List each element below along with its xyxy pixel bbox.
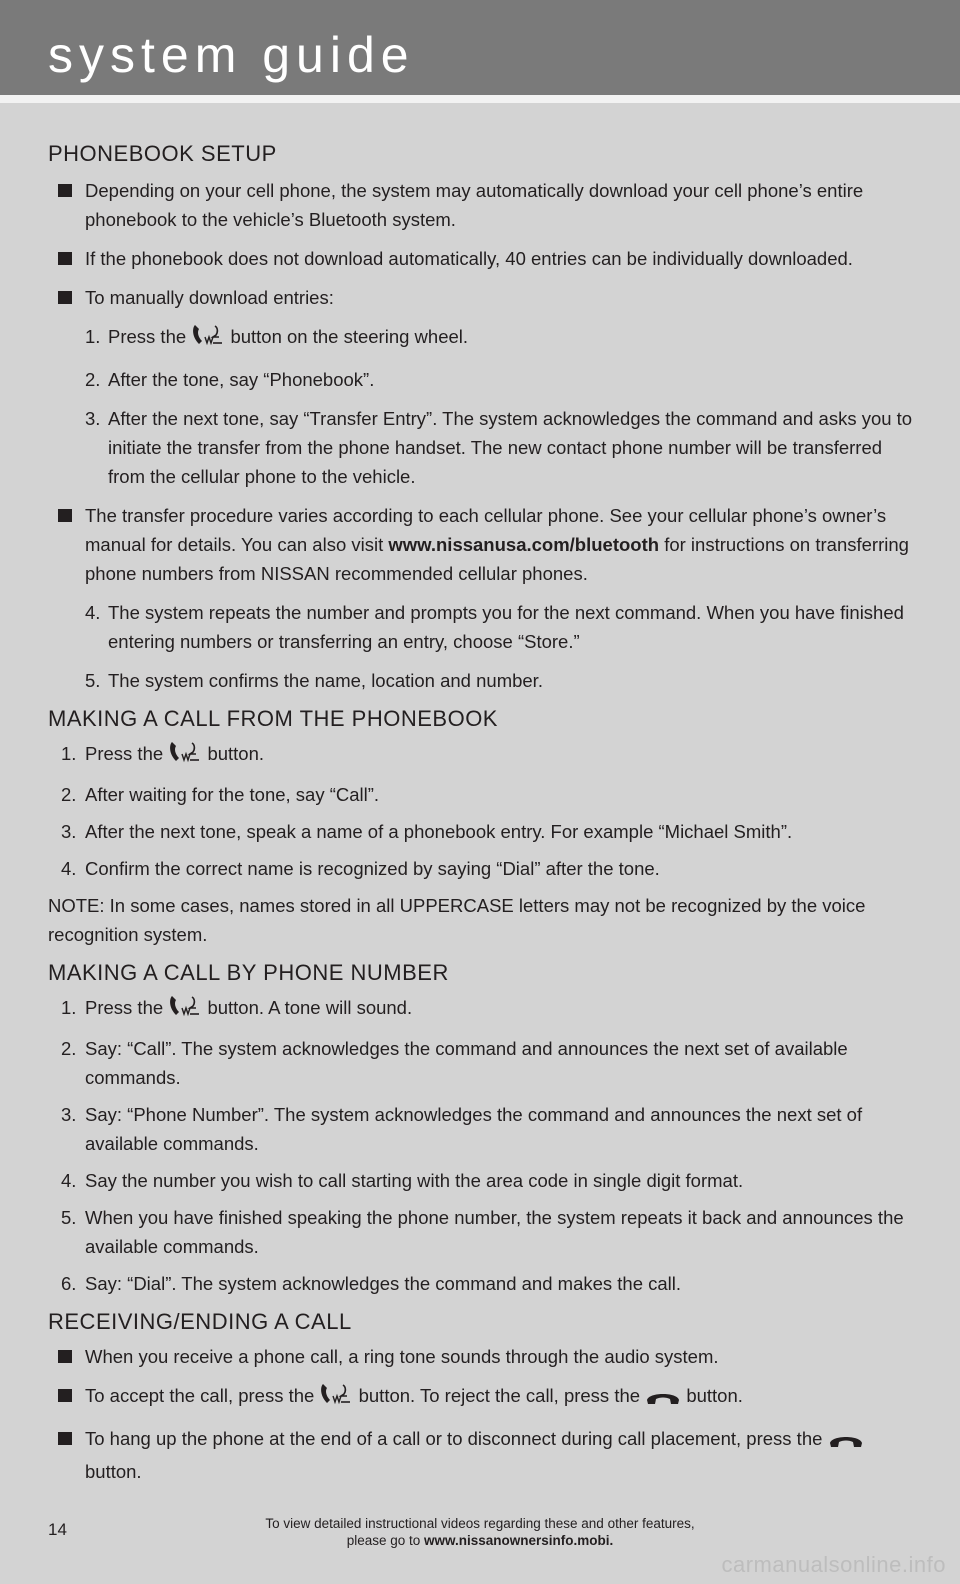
step-number: 5.	[61, 1207, 77, 1228]
step-text: After waiting for the tone, say “Call”.	[85, 784, 380, 805]
step-item	[48, 1166, 918, 1195]
step-item	[48, 322, 918, 355]
step-item	[48, 854, 918, 883]
step-item	[48, 993, 918, 1026]
footer-note	[200, 1515, 760, 1549]
list-item	[48, 244, 918, 273]
bluetooth-url: www.nissanusa.com/bluetooth	[388, 534, 660, 555]
step-text: After the next tone, speak a name of a phonebook entry. For example “Michael Smith”.	[85, 821, 793, 842]
list-item	[48, 1342, 918, 1371]
footer-url: www.nissanownersinfo.mobi.	[424, 1533, 614, 1548]
bullet-text: button. To reject the call, press the	[358, 1385, 641, 1406]
bullet-text: The transfer procedure varies according to each cellular phone. See your cellular phone’s owner’s manual for details. You can also visit	[85, 505, 887, 555]
heading-call-phonebook: MAKING A CALL FROM THE PHONEBOOK	[48, 706, 498, 731]
heading-call-number: MAKING A CALL BY PHONE NUMBER	[48, 960, 449, 985]
list-item	[48, 1424, 918, 1486]
step-text: button.	[207, 743, 265, 764]
step-item	[48, 1203, 918, 1261]
step-number: 2.	[85, 369, 101, 390]
step-item	[48, 598, 918, 656]
step-text: Say: “Dial”. The system acknowledges the command and makes the call.	[85, 1273, 682, 1294]
header-rule	[0, 95, 960, 103]
step-text: When you have finished speaking the phone number, the system repeats it back and announces the available commands.	[85, 1207, 904, 1257]
phone-voice-icon	[168, 740, 202, 772]
bullet-text: When you receive a phone call, a ring tone sounds through the audio system.	[85, 1346, 719, 1367]
bullet-text: Depending on your cell phone, the system may automatically download your cell phone’s entire phonebook to the vehicle’s Bluetooth system.	[85, 180, 864, 230]
bullet-text: If the phonebook does not download automatically, 40 entries can be individually downloaded.	[85, 248, 853, 269]
footer-line	[200, 1532, 760, 1549]
phone-hangup-icon	[828, 1428, 864, 1457]
footer-line: To view detailed instructional videos regarding these and other features,	[265, 1516, 695, 1531]
step-number: 2.	[61, 1038, 77, 1059]
step-item	[48, 666, 918, 695]
step-number: 5.	[85, 670, 101, 691]
step-text: Say: “Phone Number”. The system acknowledges the command and announces the next set of available commands.	[85, 1104, 863, 1154]
step-text: After the next tone, say “Transfer Entry”. The system acknowledges the command and asks you to initiate the transfer from the phone handset. The new contact phone number will be transferred from the cellular phone to the vehicle.	[108, 408, 913, 487]
step-number: 4.	[61, 858, 77, 879]
phone-voice-icon	[168, 994, 202, 1026]
step-number: 3.	[61, 1104, 77, 1125]
step-text: button. A tone will sound.	[207, 997, 413, 1018]
step-number: 1.	[61, 743, 77, 764]
phone-voice-icon	[319, 1382, 353, 1414]
list-item	[48, 1381, 918, 1414]
step-text: Press the	[108, 326, 187, 347]
list-item	[48, 501, 918, 588]
step-item	[48, 780, 918, 809]
step-item	[48, 404, 918, 491]
bullet-text: To manually download entries:	[85, 287, 334, 308]
step-number: 6.	[61, 1273, 77, 1294]
step-number: 4.	[85, 602, 101, 623]
footer-text: please go to	[346, 1533, 421, 1548]
step-number: 1.	[85, 326, 101, 347]
step-text: Confirm the correct name is recognized by saying “Dial” after the tone.	[85, 858, 660, 879]
phone-voice-icon	[191, 323, 225, 355]
heading-phonebook-setup: PHONEBOOK SETUP	[48, 141, 277, 166]
list-item	[48, 283, 918, 312]
step-text: button on the steering wheel.	[230, 326, 469, 347]
step-text: Press the	[85, 743, 164, 764]
watermark: carmanualsonline.info	[721, 1552, 946, 1577]
step-text: The system repeats the number and prompts you for the next command. When you have finished entering numbers or transferring an entry, choose “Store.”	[108, 602, 904, 652]
step-item	[48, 1100, 918, 1158]
bullet-text: To accept the call, press the	[85, 1385, 315, 1406]
step-text: Press the	[85, 997, 164, 1018]
bullet-text: for instructions on transferring phone numbers from NISSAN recommended cellular phones.	[85, 534, 909, 584]
step-item	[48, 739, 918, 772]
bullet-text: button.	[686, 1385, 743, 1406]
bullet-text: To hang up the phone at the end of a call or to disconnect during call placement, press the	[85, 1428, 823, 1449]
content	[48, 140, 918, 1496]
step-number: 3.	[61, 821, 77, 842]
step-text: Say: “Call”. The system acknowledges the command and announces the next set of available commands.	[85, 1038, 848, 1088]
step-number: 2.	[61, 784, 77, 805]
step-item	[48, 1034, 918, 1092]
list-item	[48, 176, 918, 234]
page-title: system guide	[48, 27, 415, 83]
heading-receiving: RECEIVING/ENDING A CALL	[48, 1309, 352, 1334]
step-item	[48, 365, 918, 394]
step-number: 1.	[61, 997, 77, 1018]
step-item	[48, 1269, 918, 1298]
step-text: Say the number you wish to call starting with the area code in single digit format.	[85, 1170, 744, 1191]
step-number: 3.	[85, 408, 101, 429]
step-text: After the tone, say “Phonebook”.	[108, 369, 375, 390]
page-number: 14	[48, 1520, 67, 1539]
step-text: The system confirms the name, location and number.	[108, 670, 543, 691]
note-text: NOTE: In some cases, names stored in all UPPERCASE letters may not be recognized by the voice recognition system.	[48, 895, 866, 945]
phone-hangup-icon	[645, 1385, 681, 1414]
step-number: 4.	[61, 1170, 77, 1191]
step-item	[48, 817, 918, 846]
bullet-text: button.	[85, 1461, 142, 1482]
